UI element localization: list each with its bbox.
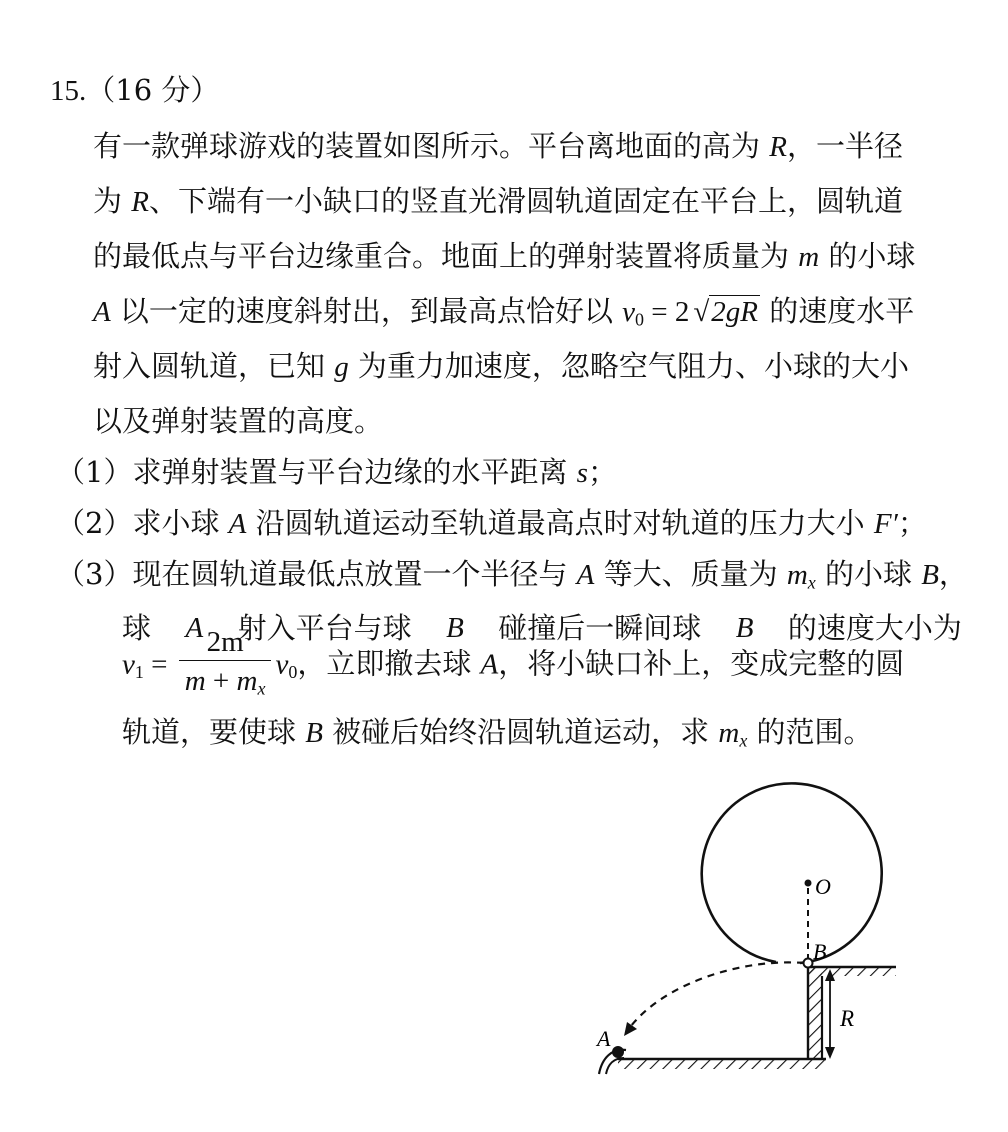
text-run: （2）求小球 [56,506,229,540]
text-run: 为 [93,184,132,218]
text-run: 的速度水平 [760,294,915,328]
trajectory-dashed [628,962,804,1030]
var-F-prime: F′ [873,508,898,540]
text-run: ； [587,455,617,489]
question-number: 15. [50,75,87,107]
ball-B [804,959,813,968]
var-v: v [122,648,135,681]
var-A: A [185,612,204,644]
radicand: 2gR [711,296,759,328]
text-run: （1）求弹射装置与平台边缘的水平距离 [56,455,577,489]
text-run: 的范围。 [747,715,873,749]
var-A: A [228,508,247,540]
text-run: ，将小缺口补上，变成完整的圆 [498,646,905,681]
text-run: 的最低点与平台边缘重合。地面上的弹射装置将质量为 [93,239,799,273]
var-B: B [446,612,464,644]
text-run: 等大、质量为 [594,557,787,591]
subscript: 0 [635,309,645,330]
text-run: 轨道，要使球 [122,715,306,749]
platform-wall-hatch [808,967,822,1059]
var-B: B [921,559,939,591]
subscript: x [739,730,748,751]
label-A: A [597,1026,611,1051]
text-run: ； [897,506,927,540]
circular-track [702,783,882,963]
text-run: 为重力加速度，忽略空气阻力、小球的大小 [348,349,909,383]
sqrt-expression: √2gR [693,296,759,328]
ball-A [612,1046,624,1058]
var-A: A [480,648,499,681]
text-run: ，一半径 [786,129,903,163]
equation-part: = 2 [644,296,690,328]
label-R: R [840,1006,855,1031]
text-run: 的小球 [815,557,922,591]
var-g: g [334,351,349,383]
ground-hatch [618,1059,826,1069]
var-v: v [622,296,636,328]
text-run: 被碰后始终沿圆轨道运动，求 [322,715,719,749]
var-R: R [769,131,787,163]
text-run: ， [938,557,968,591]
var-A: A [93,296,111,328]
text-run: 沿圆轨道运动至轨道最高点时对轨道的压力大小 [246,506,874,540]
var-m: m [786,559,808,591]
launch-arrow-head [624,1022,637,1036]
text-run: 、下端有一小缺口的竖直光滑圆轨道固定在平台上，圆轨道 [148,184,903,218]
text-run: （3）现在圆轨道最低点放置一个半径与 [56,557,577,591]
var-B: B [735,612,754,644]
text-run: ，立即撤去球 [297,646,481,681]
subscript: 0 [288,662,298,683]
label-B: B [813,939,827,964]
intro-line-6: 以及弹射装置的高度。 [93,404,384,438]
label-O: O [815,874,831,899]
var-m: m [236,665,258,697]
var-m: m [798,241,820,273]
equation-part: = [143,648,175,681]
subscript: x [257,678,266,699]
text-run: 的小球 [819,239,916,273]
text-run: 碰撞后一瞬间球 [498,611,702,645]
fraction-numerator: 2m [206,626,244,658]
subscript: 1 [134,662,144,683]
var-v: v [275,648,289,681]
operator: + [205,665,237,697]
text-run: 的速度大小为 [787,611,962,645]
arrow-head-down [825,1047,835,1059]
var-R: R [131,186,149,218]
question-points: （16 分） [86,73,220,107]
var-m: m [184,665,206,697]
text-run: 以一定的速度斜射出，到最高点恰好以 [110,294,623,328]
text-run: 球 [122,611,152,645]
center-point [805,880,812,887]
subscript: x [807,572,816,593]
var-B: B [305,717,323,749]
var-A: A [576,559,595,591]
text-run: 射入平台与球 [237,611,412,645]
text-run: 有一款弹球游戏的装置如图所示。平台离地面的高为 [93,129,770,163]
text-run: 射入圆轨道，已知 [93,349,335,383]
var-m: m [718,717,740,749]
var-s: s [576,457,588,489]
